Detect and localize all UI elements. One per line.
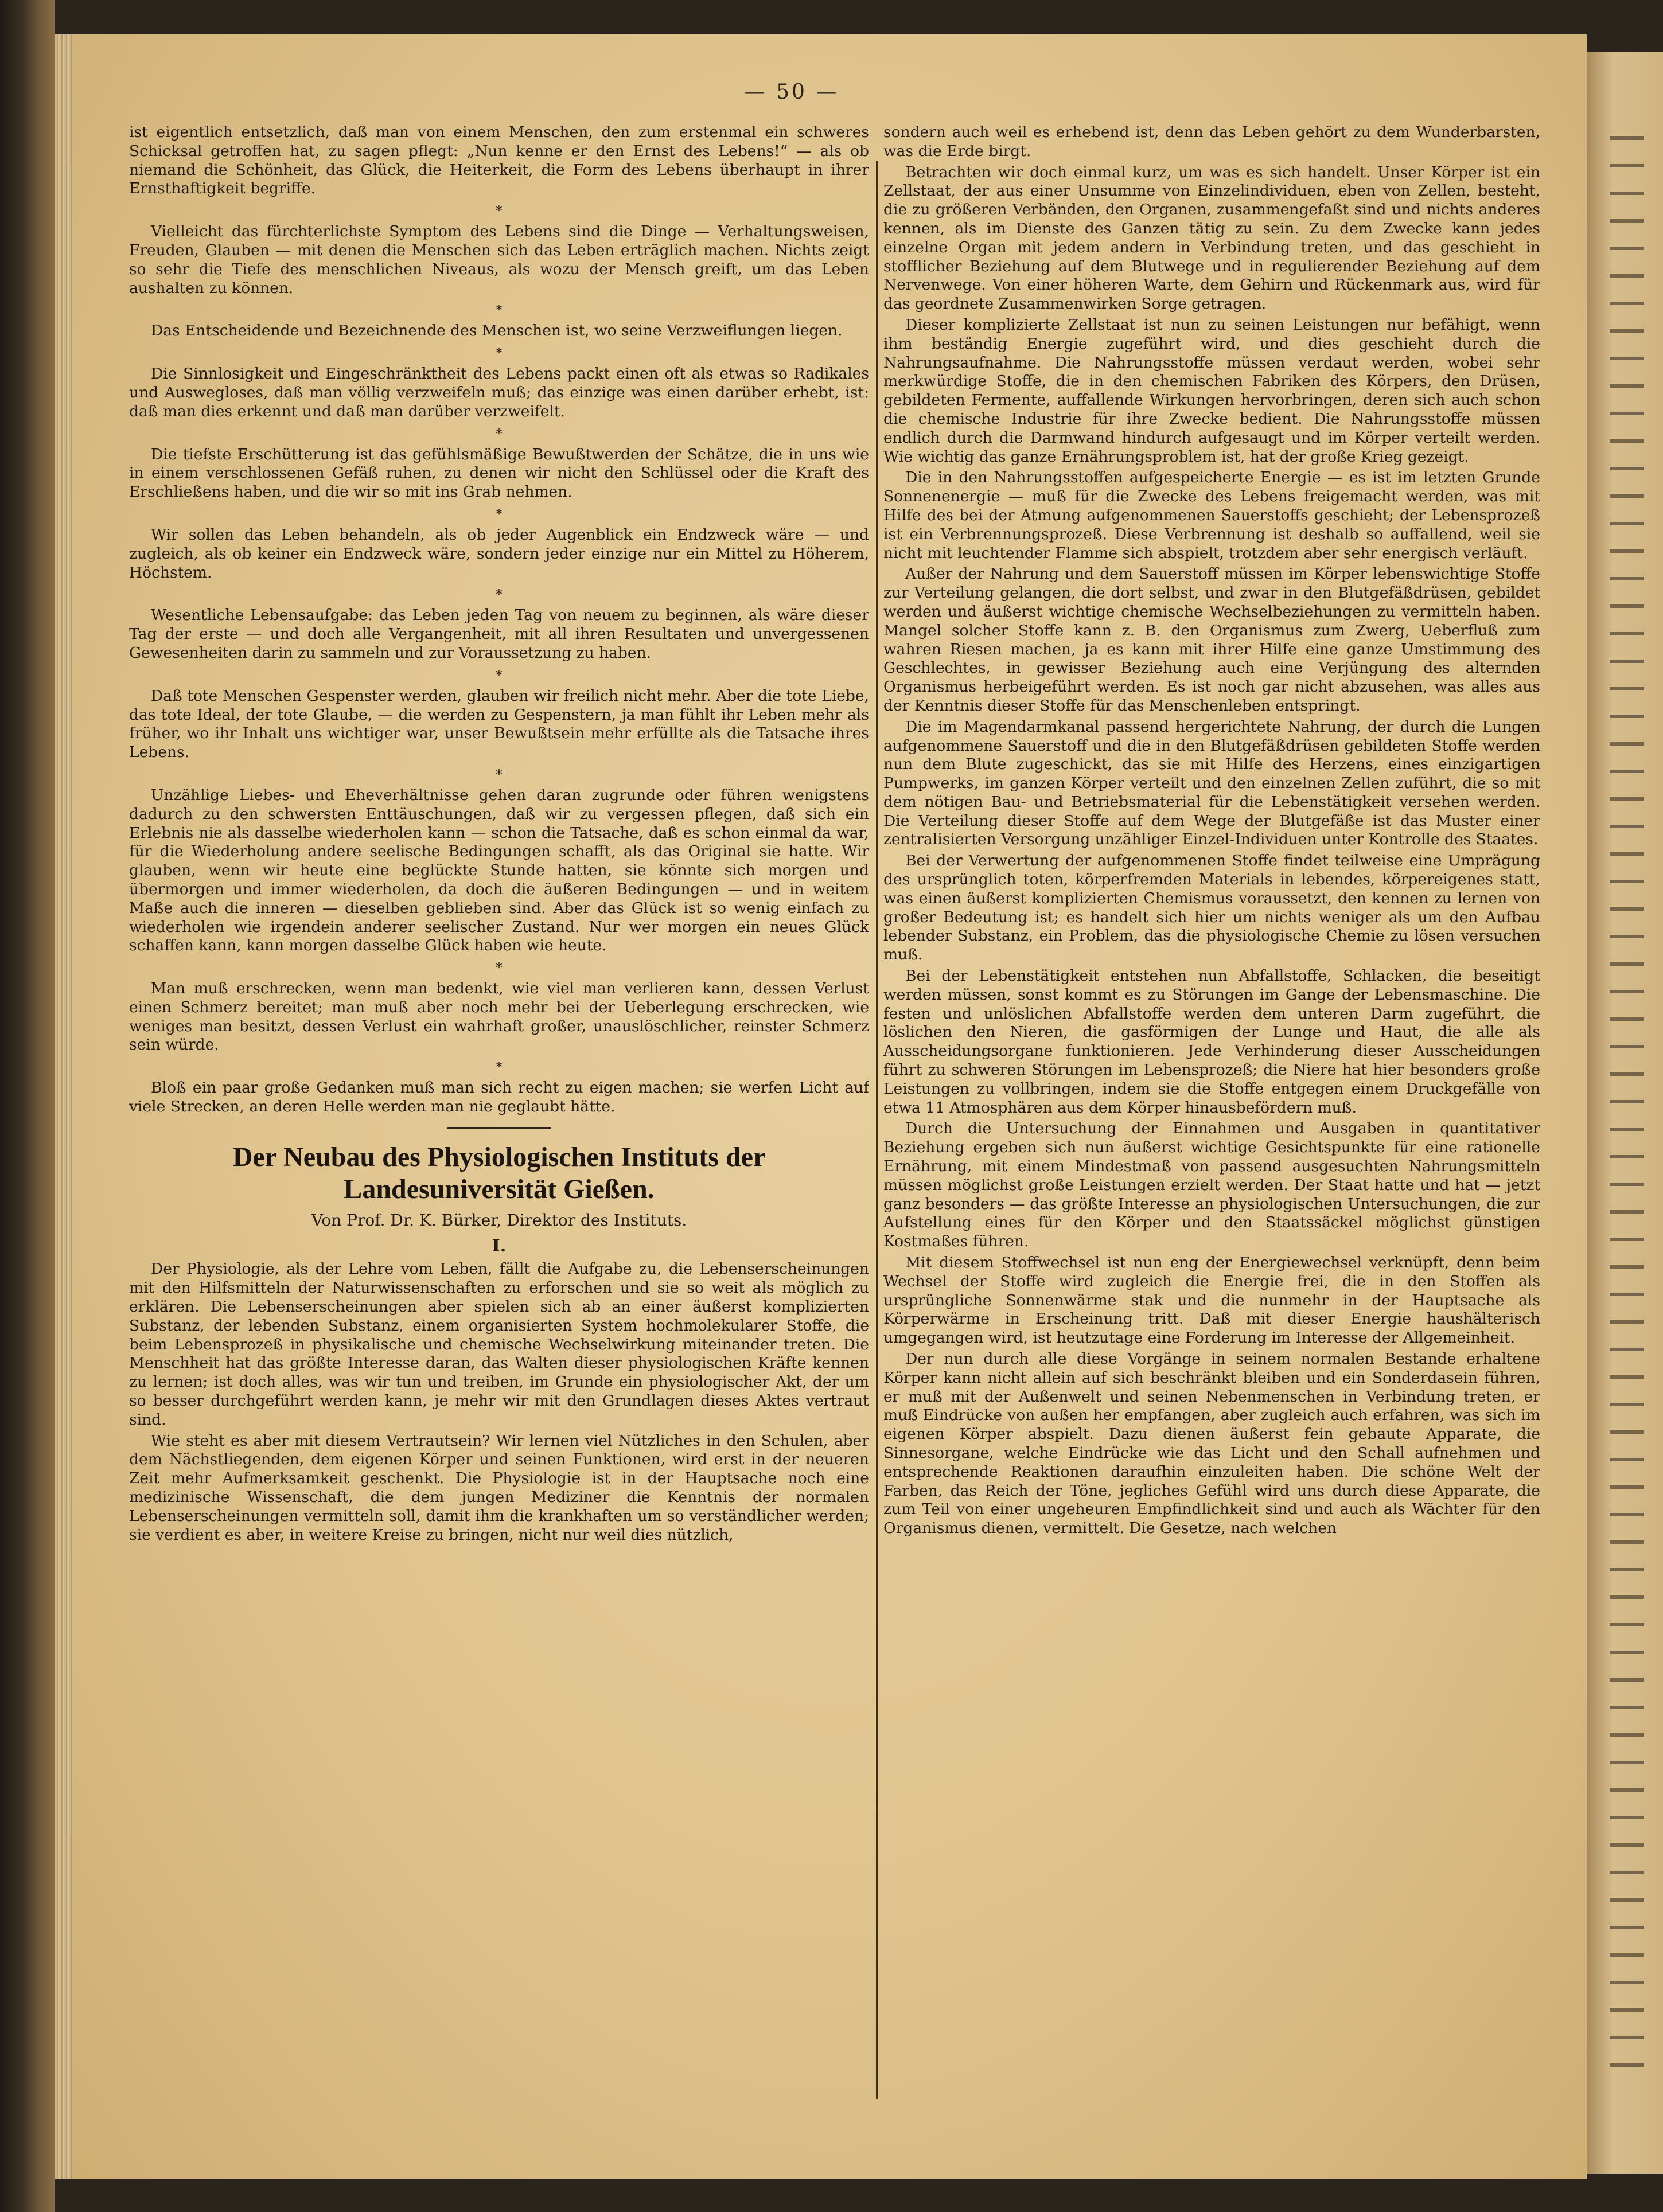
- aphorism: Daß tote Menschen Gespenster werden, glauben wir freilich nicht mehr. Aber die tote Liebe, das tote Ideal, der tote Glaube, — die werden zu Gespenstern, ja man fühlt ihr Leben mehr als früher, wo ihr Inhalt uns wichtiger war, unser Bewußtsein mehr erfüllte als die Tatsache ihres Lebens.: [129, 686, 869, 762]
- section-number: I.: [492, 1235, 507, 1256]
- separator-star: *: [496, 668, 503, 683]
- separator-star: *: [496, 507, 503, 522]
- article-paragraph: Betrachten wir doch einmal kurz, um was es sich handelt. Unser Körper ist ein Zellstaat, der aus einer Unsumme von Einzelindividuen, eben von Zellen, besteht, die zu größeren Verbänden, den Organen, zusammengefaßt sind und nichts anderes kennen, als im Dienste des Ganzen tätig zu sein. Zu dem Zwecke kann jedes einzelne Organ mit jedem andern in Verbindung treten, und das geschieht in stofflicher Beziehung auf dem Blutwege und in regulierender Beziehung auf dem Nervenwege. Von einer höheren Warte, dem Gehirn und Rückenmark aus, wird für das geordnete Zusammenwirken Sorge getragen.: [883, 163, 1540, 313]
- page-number: — 50 —: [744, 80, 839, 104]
- aphorism: Wir sollen das Leben behandeln, als ob jeder Augenblick ein Endzweck wäre — und zugleich, als ob keiner ein Endzweck wäre, sondern jeder einzige nur ein Mittel zu Höherem, Höchstem.: [129, 525, 869, 582]
- aphorism: Wesentliche Lebensaufgabe: das Leben jeden Tag von neuem zu beginnen, als wäre dieser Tag der erste — und doch alle Vergangenheit, mit all ihren Resultaten und unvergessenen Gewesenheiten darin zu sammeln und zur Voraussetzung zu haben.: [129, 606, 869, 662]
- page-edges: [55, 34, 72, 2179]
- aphorism: Die tiefste Erschütterung ist das gefühlsmäßige Bewußtwerden der Schätze, die in uns wie in einem verschlossenen Gefäß ruhen, zu denen wir nicht den Schlüssel oder die Kraft des Erschließens haben, und die wir so mit ins Grab nehmen.: [129, 445, 869, 501]
- section-divider: [447, 1127, 551, 1129]
- article-paragraph: Mit diesem Stoffwechsel ist nun eng der Energiewechsel verknüpft, denn beim Wechsel der Stoffe wird zugleich die Energie frei, die in den Stoffen als ursprüngliche Sonnenwärme stak und die nunmehr in der Hauptsache als Körperwärme in Erscheinung tritt. Daß mit dieser Energie haushälterisch umgegangen wird, ist heutzutage eine Forderung im Interesse der Allgemeinheit.: [883, 1254, 1540, 1347]
- separator-star: *: [496, 588, 503, 603]
- separator-star: *: [496, 767, 503, 782]
- article-paragraph: Die im Magendarmkanal passend hergerichtete Nahrung, der durch die Lungen aufgenommene Sauerstoff und die in den Blutgefäßdrüsen gebildeten Stoffe werden nun dem Blute zugeschickt, das sie mit Hilfe des Herzens, eines einzigartigen Pumpwerks, im ganzen Körper verteilt und den einzelnen Zellen zuführt, die so mit dem nötigen Bau- und Betriebsmaterial für die Lebenstätigkeit versehen werden. Die Verteilung dieser Stoffe auf dem Wege der Blutgefäße ist das Muster einer zentralisierten Versorgung unzähliger Einzel-Individuen unter Kontrolle des Staates.: [883, 717, 1540, 849]
- article-paragraph: Wie steht es aber mit diesem Vertrautsein? Wir lernen viel Nützliches in den Schulen, aber dem Nächstliegenden, dem eigenen Körper und seinen Funktionen, wird erst in der neueren Zeit mehr Aufmerksamkeit geschenkt. Die Physiologie ist in der Hauptsache noch eine medizinische Wissenschaft, die dem jungen Mediziner die Kenntnis der normalen Lebenserscheinungen vermitteln soll, damit ihm die krankhaften um so verständlicher werden; sie verdient es aber, in weitere Kreise zu bringen, nicht nur weil dies nützlich,: [129, 1431, 869, 1544]
- article-paragraph: Der Physiologie, als der Lehre vom Leben, fällt die Aufgabe zu, die Lebenserscheinungen mit den Hilfsmitteln der Naturwissenschaften zu erforschen und sie so weit als möglich zu erklären. Die Lebenserscheinungen aber spielen sich ab an einer äußerst komplizierten Substanz, der lebenden Substanz, einem organisierten System hochmolekularer Stoffe, die beim Lebensprozeß in physikalische und chemische Wechselwirkung miteinander treten. Die Menschheit hat das größte Interesse daran, das Walten dieser physiologischen Kräfte kennen zu lernen; ist doch alles, was wir tun und treiben, im Grunde ein physiologischer Akt, der um so besser durchgeführt werden kann, je mehr wir mit den Grundlagen dieses Aktes vertraut sind.: [129, 1260, 869, 1429]
- separator-star: *: [496, 204, 503, 219]
- aphorism: Die Sinnlosigkeit und Eingeschränktheit des Lebens packt einen oft als etwas so Radikales und Auswegloses, daß man völlig verzweifeln muß; das einzige was einen darüber erhebt, ist: daß man dies erkennt und daß man darüber verzweifelt.: [129, 365, 869, 420]
- book-spine: [0, 0, 55, 2212]
- left-column: [129, 123, 869, 2119]
- article-paragraph: Bei der Verwertung der aufgenommenen Stoffe findet teilweise eine Umprägung des ursprünglich toten, körperfremden Materials in lebendes, körpereigenes statt, was einen äußerst komplizierten Chemismus voraussetzt, den kennen zu lernen von großer Bedeutung ist; es handelt sich hier um nichts weniger als um den Aufbau lebender Substanz, ein Problem, das die physiologische Chemie zu lösen versuchen muß.: [883, 852, 1540, 964]
- article-paragraph: Dieser komplizierte Zellstaat ist nun zu seinen Leistungen nur befähigt, wenn ihm beständig Energie zugeführt wird, und dies geschieht durch die Nahrungsaufnahme. Die Nahrungsstoffe müssen verdaut werden, wobei sehr merkwürdige Stoffe, die in den chemischen Fabriken des Körpers, den Drüsen, gebildeten Fermente, auffallende Wirkungen hervorbringen, deren sich auch schon die chemische Industrie für ihre Zwecke bedient. Die Nahrungsstoffe müssen endlich durch die Darmwand hindurch aufgesaugt und im Körper verteilt werden. Wie wichtig das ganze Ernährungsproblem ist, hat der große Krieg gezeigt.: [883, 315, 1540, 466]
- article-paragraph: sondern auch weil es erhebend ist, denn das Leben gehört zu dem Wunderbarsten, was die Erde birgt.: [883, 123, 1540, 160]
- separator-star: *: [496, 303, 503, 318]
- aphorism: Das Entscheidende und Bezeichnende des Menschen ist, wo seine Verzweiflungen liegen.: [151, 322, 843, 340]
- column-rule: [876, 161, 878, 2099]
- facing-page-edge: [1587, 52, 1663, 2174]
- separator-star: *: [496, 1060, 503, 1075]
- article-paragraph: Die in den Nahrungsstoffen aufgespeicherte Energie — es ist im letzten Grunde Sonnenenergie — muß für die Zwecke des Lebens freigemacht werden, was mit Hilfe des bei der Atmung aufgenommenen Sauerstoffs geschieht; der Lebensprozeß ist ein Verbrennungsprozeß. Diese Verbrennung ist deshalb so auffallend, weil sie nicht mit leuchtender Flamme sich abspielt, trotzdem aber sehr energisch verläuft.: [883, 469, 1540, 562]
- separator-star: *: [496, 427, 503, 442]
- aphorism: Vielleicht das fürchterlichste Symptom des Lebens sind die Dinge — Verhaltungsweisen, Freuden, Glauben — mit denen die Menschen sich das Leben erträglich machen. Nichts zeigt so sehr die Tiefe des menschlichen Niveaus, als wozu der Mensch greift, um das Leben aushalten zu können.: [129, 223, 869, 297]
- right-column: [883, 123, 1540, 2119]
- article-title: Der Neubau des Physiologischen Instituts der Landesuniversität Gießen.: [232, 1141, 766, 1204]
- separator-star: *: [496, 961, 503, 976]
- article-paragraph: Außer der Nahrung und dem Sauerstoff müssen im Körper lebenswichtige Stoffe zur Verteilung gelangen, die dort selbst, und zwar in den Blutgefäßdrüsen, gebildet werden und äußerst wichtige chemische Wechselbeziehungen zu vermitteln haben. Mangel solcher Stoffe kann z. B. den Organismus zum Zwerg, Ueberfluß zum wahren Riesen machen, ja es kann mit ihrer Hilfe eine ganze Umstimmung des Geschlechtes, in gewisser Beziehung auch eine Verjüngung des alternden Organismus herbeigeführt werden. Es ist noch gar nicht abzusehen, was alles aus der Kenntnis dieser Stoffe für das Menschenleben entspringt.: [883, 565, 1540, 715]
- article-paragraph: Durch die Untersuchung der Einnahmen und Ausgaben in quantitativer Beziehung ergeben sich nun äußerst wichtige Gesichtspunkte für eine rationelle Ernährung, mit einem Mindestmaß von passend ausgesuchten Nahrungsmitteln müssen möglichst große Leistungen erzielt werden. Der Staat hatte und hat — jetzt ganz besonders — das größte Interesse an physiologischen Untersuchungen, die zur Aufstellung eines für den Körper und den Staatssäckel möglichst günstigen Kostmaßes führen.: [883, 1119, 1540, 1251]
- article-paragraph: Bei der Lebenstätigkeit entstehen nun Abfallstoffe, Schlacken, die beseitigt werden müssen, sonst kommt es zu Störungen im Gange der Lebensmaschine. Die festen und unlöslichen Abfallstoffe werden dem unteren Darm zugeführt, die löslichen den Nieren, die gasförmigen der Lunge und Haut, die alle als Ausscheidungsorgane funktionieren. Jede Verhinderung dieser Ausscheidungen führt zu schweren Störungen im Lebensprozeß; die Niere hat hier besonders große Leistungen zu vollbringen, indem sie die Stoffe entgegen einem Druckgefälle von etwa 11 Atmosphären aus dem Körper hinausbefördern muß.: [883, 967, 1540, 1117]
- aphorism: Man muß erschrecken, wenn man bedenkt, wie viel man verlieren kann, dessen Verlust einen Schmerz bereitet; man muß aber noch mehr bei der Ueberlegung erschrecken, wie weniges man besitzt, dessen Verlust ein wahrhaft großer, unauslöschlicher, reinster Schmerz sein würde.: [129, 980, 869, 1054]
- article-paragraph: Der nun durch alle diese Vorgänge in seinem normalen Bestande erhaltene Körper kann nicht allein auf sich beschränkt bleiben und ein Sonderdasein führen, er muß mit der Außenwelt und seinen Nebenmenschen in Verbindung treten, er muß Eindrücke von außen her empfangen, aber zugleich auch erfahren, was sich im eigenen Körper abspielt. Dazu dienen äußerst fein gebaute Apparate, die Sinnesorgane, welche Eindrücke wie das Licht und den Schall aufnehmen und entsprechende Reaktionen daraufhin einzuleiten haben. Die schöne Welt der Farben, das Reich der Töne, jegliches Gefühl wird uns durch diese Apparate, die zum Teil von einer ungeheuren Empfindlichkeit sind und auch als Wächter für den Organismus dienen, vermittelt. Die Gesetze, nach welchen: [883, 1350, 1540, 1538]
- article-byline: Von Prof. Dr. K. Bürker, Direktor des Instituts.: [311, 1210, 687, 1230]
- separator-star: *: [496, 346, 503, 361]
- aphorism: ist eigentlich entsetzlich, daß man von einem Menschen, den zum erstenmal ein schweres Schicksal getroffen hat, zu sagen pflegt: „Nun kenne er den Ernst des Lebens!“ — als ob niemand die Schönheit, das Glück, die Heiterkeit, die Form des Lebens überhaupt in ihrer Ernsthaftigkeit begriffe.: [129, 123, 869, 198]
- aphorism: Unzählige Liebes- und Eheverhältnisse gehen daran zugrunde oder führen wenigstens dadurch zu den schwersten Enttäuschungen, daß wir zu vergessen pflegen, daß sich ein Erlebnis nie als dasselbe wiederholen kann — schon die Tatsache, daß es schon einmal da war, für die Wiederholung andere seelische Bedingungen schafft, als das Original sie hatte. Wir glauben, wenn wir heute eine beglückte Stunde hatten, sie könnte sich morgen und übermorgen und immer wiederholen, da doch die äußeren Bedingungen — und in weitem Maße auch die inneren — dieselben geblieben sind. Aber das Glück ist so wenig einfach zu wiederholen wie irgendein anderer seelischer Zustand. Nur wer morgen ein neues Glück schaffen kann, kann morgen dasselbe Glück haben wie heute.: [129, 786, 869, 955]
- aphorism: Bloß ein paar große Gedanken muß man sich recht zu eigen machen; sie werfen Licht auf viele Strecken, an deren Helle werden man nie geglaubt hätte.: [129, 1079, 869, 1116]
